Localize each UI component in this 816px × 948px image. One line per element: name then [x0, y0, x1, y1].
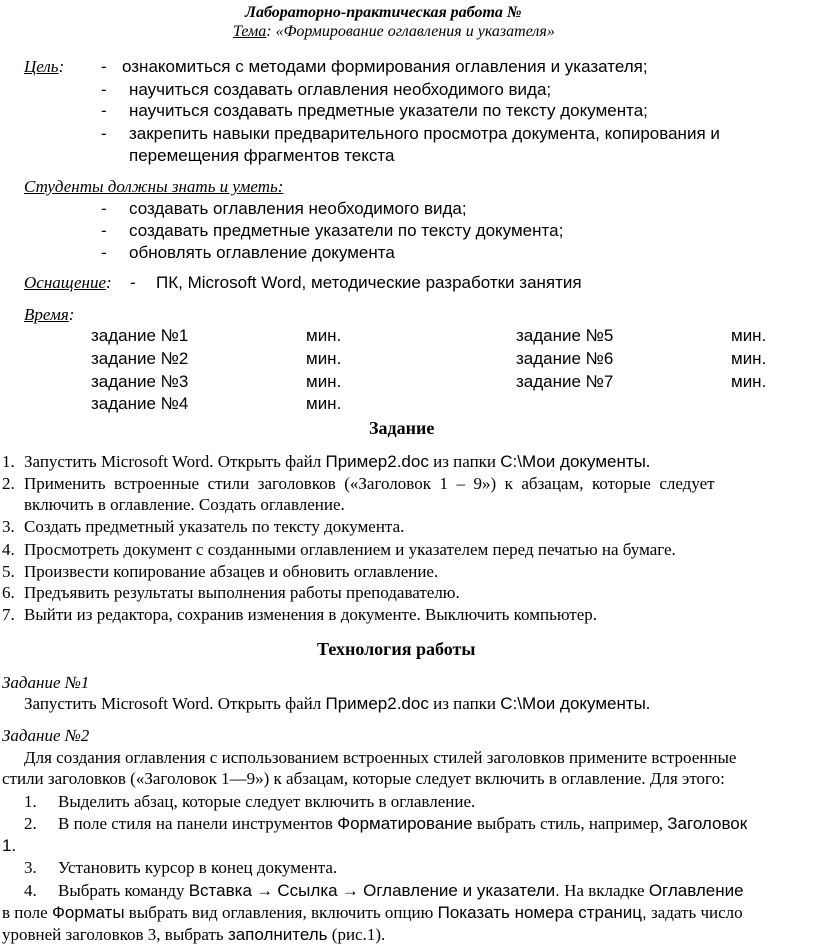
- goal-dash-3: -: [101, 101, 107, 120]
- goal-dash-4: -: [101, 124, 107, 143]
- task1-heading: Задание №1: [2, 673, 90, 692]
- time-unit-6: мин.: [731, 349, 767, 368]
- time-label-line: [24, 305, 74, 325]
- skills-dash-3: -: [101, 243, 107, 262]
- assignment-item-2-line1: Применить встроенные стили заголовков («Заголовок 1 – 9») к абзацам, которые следует: [24, 474, 715, 493]
- time-task-4: задание №4: [91, 394, 189, 413]
- skills-item-2: создавать предметные указатели по тексту документа;: [129, 221, 564, 240]
- task1-text: [24, 694, 650, 714]
- tab-toc: Оглавление: [648, 881, 744, 900]
- time-unit-1: мин.: [306, 326, 342, 345]
- task2-heading: Задание №2: [2, 726, 90, 745]
- assignment-num-7: 7.: [2, 605, 15, 624]
- text-run: уровней заголовков 3, выбрать: [2, 925, 228, 944]
- time-task-5: задание №5: [516, 326, 614, 345]
- toolbar-name: Форматирование: [337, 814, 473, 833]
- task2-intro-1: Для создания оглавления с использованием встроенных стилей заголовков примените встроенные: [24, 748, 737, 767]
- assignment-item-1: [24, 452, 650, 472]
- assignment-item-2-line2: включить в оглавление. Создать оглавление.: [24, 495, 345, 514]
- topic-label: Тема: [233, 23, 267, 40]
- option-show-page-numbers: Показать номера страниц,: [437, 903, 647, 922]
- goal-label-line: [24, 57, 64, 77]
- text-run: Выбрать команду: [58, 881, 189, 900]
- topic-text: : «Формирование оглавления и указателя»: [266, 23, 555, 40]
- assignment-item-3: Создать предметный указатель по тексту документа.: [24, 517, 405, 536]
- goal-item-5: перемещения фрагментов текста: [129, 146, 395, 165]
- file-name: Пример2.doc: [325, 452, 429, 471]
- task2-step2-text: [58, 814, 747, 834]
- menu-reference: Ссылка: [277, 881, 338, 900]
- time-unit-2: мин.: [306, 349, 342, 368]
- text-run: .: [645, 694, 651, 713]
- skills-dash-2: -: [101, 221, 107, 240]
- field-formats: Форматы: [51, 903, 125, 922]
- assignment-item-4: Просмотреть документ с созданными оглавлением и указателем перед печатью на бумаге.: [24, 540, 676, 559]
- option-filler: заполнитель: [227, 925, 328, 944]
- folder-path: C:\Мои документы: [500, 452, 646, 471]
- arrow-icon: →: [341, 881, 359, 900]
- text-run: На вкладке: [559, 881, 649, 900]
- text-run: В поле стиля на панели инструментов: [58, 814, 338, 833]
- menu-toc-index: Оглавление и указатели.: [363, 881, 560, 900]
- task2-step1-text: Выделить абзац, которые следует включить в оглавление.: [58, 792, 476, 811]
- menu-insert: Вставка: [188, 881, 252, 900]
- goal-colon: :: [58, 57, 65, 76]
- style-name: Заголовок: [667, 814, 748, 833]
- time-unit-3: мин.: [306, 372, 342, 391]
- text-run: выбрать вид оглавления, включить опцию: [124, 903, 438, 922]
- goal-item-2: научиться создавать оглавления необходимого вида;: [129, 80, 552, 99]
- page-title: Лабораторно-практическая работа №: [245, 4, 522, 21]
- assignment-num-6: 6.: [2, 583, 15, 602]
- assignment-heading: Задание: [369, 418, 435, 438]
- time-task-6: задание №6: [516, 349, 614, 368]
- goal-item-3: научиться создавать предметные указатели по тексту документа;: [129, 101, 648, 120]
- time-task-1: задание №1: [91, 326, 189, 345]
- goal-dash-1: -: [101, 57, 107, 76]
- task2-step2-num: 2.: [24, 814, 37, 833]
- task2-step2-cont: 1.: [2, 836, 17, 855]
- assignment-item-6: Предъявить результаты выполнения работы преподавателю.: [24, 583, 460, 602]
- equipment-label-line: [24, 273, 112, 293]
- equipment-text: ПК, Microsoft Word, методические разработки занятия: [156, 273, 582, 292]
- time-colon: :: [68, 305, 75, 324]
- text-run: из папки: [428, 694, 501, 713]
- assignment-num-3: 3.: [2, 517, 15, 536]
- text-run: задать число: [646, 903, 743, 922]
- arrow-icon: →: [256, 881, 274, 900]
- task2-intro-2: стили заголовков («Заголовок 1—9») к абзацам, которые следует включить в оглавление. Для этого:: [2, 769, 725, 788]
- assignment-item-5: Произвести копирование абзацев и обновить оглавление.: [24, 562, 439, 581]
- task2-step4-num: 4.: [24, 881, 37, 900]
- task2-step4-line3: [2, 925, 385, 945]
- assignment-num-5: 5.: [2, 562, 15, 581]
- equipment-dash: -: [130, 273, 136, 292]
- time-unit-4: мин.: [306, 394, 342, 413]
- text-run: в поле: [2, 903, 52, 922]
- goal-item-4: закрепить навыки предварительного просмотра документа, копирования и: [129, 124, 720, 143]
- goal-item-1: ознакомиться с методами формирования оглавления и указателя;: [122, 57, 648, 76]
- equipment-colon: :: [106, 273, 112, 292]
- time-unit-7: мин.: [731, 372, 767, 391]
- assignment-num-2: 2.: [2, 474, 15, 493]
- technology-heading: Технология работы: [317, 639, 476, 659]
- time-label: Время: [24, 305, 69, 324]
- goal-dash-2: -: [101, 80, 107, 99]
- skills-dash-1: -: [101, 199, 107, 218]
- time-task-2: задание №2: [91, 349, 189, 368]
- text-run: Запустить Microsoft Word. Открыть файл: [24, 694, 326, 713]
- time-task-3: задание №3: [91, 372, 189, 391]
- task2-step3-text: Установить курсор в конец документа.: [58, 858, 338, 877]
- text-run: из папки: [428, 452, 501, 471]
- text-run: Запустить Microsoft Word. Открыть файл: [24, 452, 326, 471]
- folder-path: C:\Мои документы: [500, 694, 646, 713]
- assignment-num-1: 1.: [2, 452, 15, 471]
- equipment-label: Оснащение: [24, 273, 107, 292]
- text-run: (рис.1).: [327, 925, 386, 944]
- topic-line: [233, 23, 555, 41]
- time-unit-5: мин.: [731, 326, 767, 345]
- task2-step1-num: 1.: [24, 792, 37, 811]
- assignment-item-7: Выйти из редактора, сохранив изменения в документе. Выключить компьютер.: [24, 605, 598, 624]
- skills-item-3: обновлять оглавление документа: [129, 243, 395, 262]
- skills-heading: Студенты должны знать и уметь:: [24, 177, 284, 196]
- file-name: Пример2.doc: [325, 694, 429, 713]
- assignment-num-4: 4.: [2, 540, 15, 559]
- text-run: .: [645, 452, 651, 471]
- time-task-7: задание №7: [516, 372, 614, 391]
- goal-label: Цель: [24, 57, 59, 76]
- task2-step3-num: 3.: [24, 858, 37, 877]
- skills-item-1: создавать оглавления необходимого вида;: [129, 199, 467, 218]
- task2-step4-line1: [58, 881, 744, 901]
- text-run: выбрать стиль, например,: [472, 814, 668, 833]
- task2-step4-line2: [2, 903, 743, 923]
